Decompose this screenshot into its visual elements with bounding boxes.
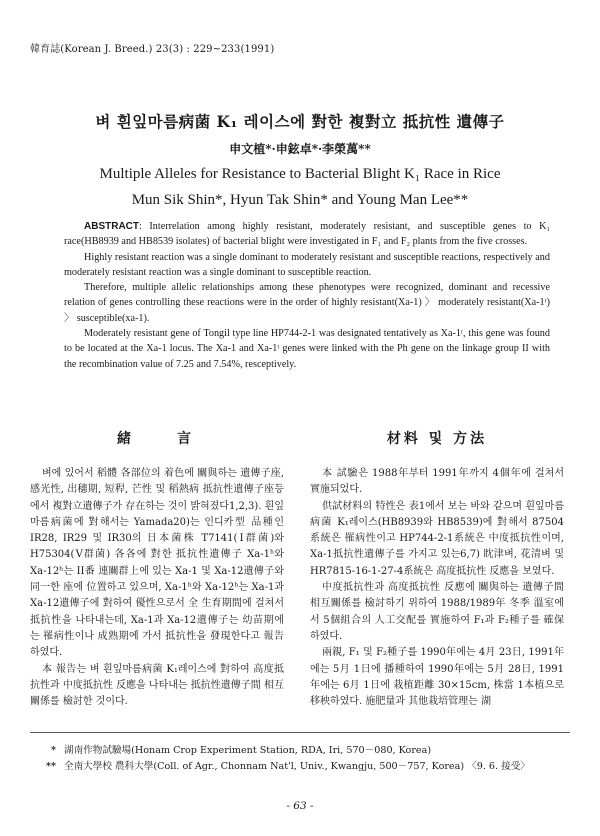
abstract-text-1: : Interrelation among highly resistant, moderately resistant, and susceptible genes to K₁ race(HB8939 and HB8539 isolates) of bacterial blight were investigated in F₁ and F₂ plants from the five crosses. (64, 221, 550, 248)
introduction-paragraph-1: 벼에 있어서 稻體 各部位의 着色에 關與하는 遺傳子座, 感光性, 出穗期, 短稈, 芒性 및 稻熱病 抵抗性遺傳子座등에서 複對立遺傳子가 存在하는 것이 밝혀졌다1,2,3). 흰잎마름病菌에 對해서는 Yamada20)는 인디카型 品種인 IR28, IR29 및 IR30의 日本菌株 T7141(Ⅰ群菌)와 H75304(Ⅴ群菌) 各各에 對한 抵抗性遺傳子 Xa-1ʰ와 Xa-12ʰ는 II番 連關群上에 있는 Xa-1 및 Xa-12遺傳子와 同一한 座에 位置하고 있으며, Xa-1ʰ와 Xa-12ʰ는 Xa-1과 Xa-12遺傳子에 對하여 優性으로서 全 生育期間에 걸쳐서 抵抗性을 나타내는데, Xa-1과 Xa-12遺傳子는 幼苗期에는 罹病性이나 成熟期에 가서 抵抗性을 發現한다고 報告하였다. (30, 468, 284, 659)
footnotes (30, 743, 530, 775)
footnote-2 (30, 759, 530, 775)
title-english: Multiple Alleles for Resistance to Bacterial Blight K₁ Race in Rice (99, 166, 501, 182)
abstract-label: ABSTRACT (84, 221, 139, 232)
methods-heading: 材料 및 方法 (386, 431, 488, 447)
authors-english: Mun Sik Shin*, Hyun Tak Shin* and Young Man Lee** (131, 192, 469, 208)
footnote-2-text: 全南大學校 農科大學(Coll. of Agr., Chonnam Nat'l, Univ., Kwangju, 500－757, Korea) 〈9. 6. 接受〉 (64, 761, 530, 772)
introduction-paragraph-2: 本 報告는 벼 흰잎마름病菌 K₁레이스에 對하여 高度抵抗性과 中度抵抗性 反應을 나타내는 抵抗性遺傳子間 相互關係를 檢討한 것이다. (30, 663, 284, 708)
methods-paragraph-3: 中度抵抗性과 高度抵抗性 反應에 關與하는 遺傳子間 相互關係를 檢討하기 위하여 1988/1989年 冬季 溫室에서 5個組合의 人工交配를 實施하여 F₁과 F₂種子를 確保하였다. (310, 582, 564, 642)
methods-column (310, 430, 564, 710)
abstract-paragraph-1 (64, 219, 550, 250)
methods-paragraph-2: 供試材料의 特性은 表1에서 보는 바와 같으며 흰잎마름病菌 K₁레이스(HB8939와 HB8539)에 對해서 87504系統은 罹病性이고 HP744-2-1系統은 中度抵抗性이며, Xa-1抵抗性遺傳子를 가지고 있는6,7) 眈津벼, 花清벼 및 HR7815-16-1-27-4系統은 高度抵抗性 反應을 보였다. (310, 500, 564, 577)
footnote-1 (30, 743, 530, 759)
footnote-1-text: 湖南作物試驗場(Honam Crop Experiment Station, RDA, Iri, 570－080, Korea) (64, 745, 432, 756)
footnote-2-mark: ** (45, 761, 56, 772)
authors-korean: 申文植*·申鉉卓*·李榮萬** (229, 142, 371, 156)
abstract (64, 219, 550, 372)
introduction-heading: 緒 言 (117, 431, 197, 447)
introduction-column (30, 430, 284, 710)
page-number: - 63 - (286, 800, 314, 812)
abstract-paragraph-4: Moderately resistant gene of Tongil type line HP744-2-1 was designated tentatively as Xa-1ᵗ, this gene was found to be located at the Xa-1 locus. The Xa-1 and Xa-1ᵗ genes were linked with the Ph gene on the linkage group II with the recombination value of 7.25 and 7.54%, resceptively. (64, 328, 550, 370)
footnote-1-mark: * (50, 745, 56, 756)
footnote-divider (30, 732, 570, 733)
journal-citation: 韓育誌(Korean J. Breed.) 23(3) : 229~233(1991) (30, 44, 275, 55)
abstract-paragraph-2: Highly resistant reaction was a single dominant to moderately resistant and susceptible reactions, respectively and moderately resistant reaction was a single dominant to susceptible reaction. (64, 251, 550, 278)
abstract-paragraph-3: Therefore, multiple allelic relationships among these phenotypes were recognized, dominant and recessive relation of genes controlling these reactions were in the order of highly resistant(Xa-1) 〉 moderately resistant(Xa-1ᵗ) 〉 susceptible(xa-1). (64, 282, 550, 324)
methods-paragraph-4: 兩親, F₁ 및 F₂種子를 1990年에는 4月 23日, 1991年에는 5月 1日에 播種하여 1990年에는 5月 28日, 1991年에는 6月 1日에 栽植距離 30×15cm, 株當 1本植으로 移秧하였다. 施肥量과 其他栽培管理는 湖 (310, 647, 564, 708)
title-korean: 벼 흰잎마름病菌 K₁ 레이스에 對한 複對立 抵抗性 遺傳子 (95, 112, 505, 131)
methods-paragraph-1: 本 試驗은 1988年부터 1991年까지 4個年에 걸쳐서 實施되었다. (310, 468, 564, 496)
